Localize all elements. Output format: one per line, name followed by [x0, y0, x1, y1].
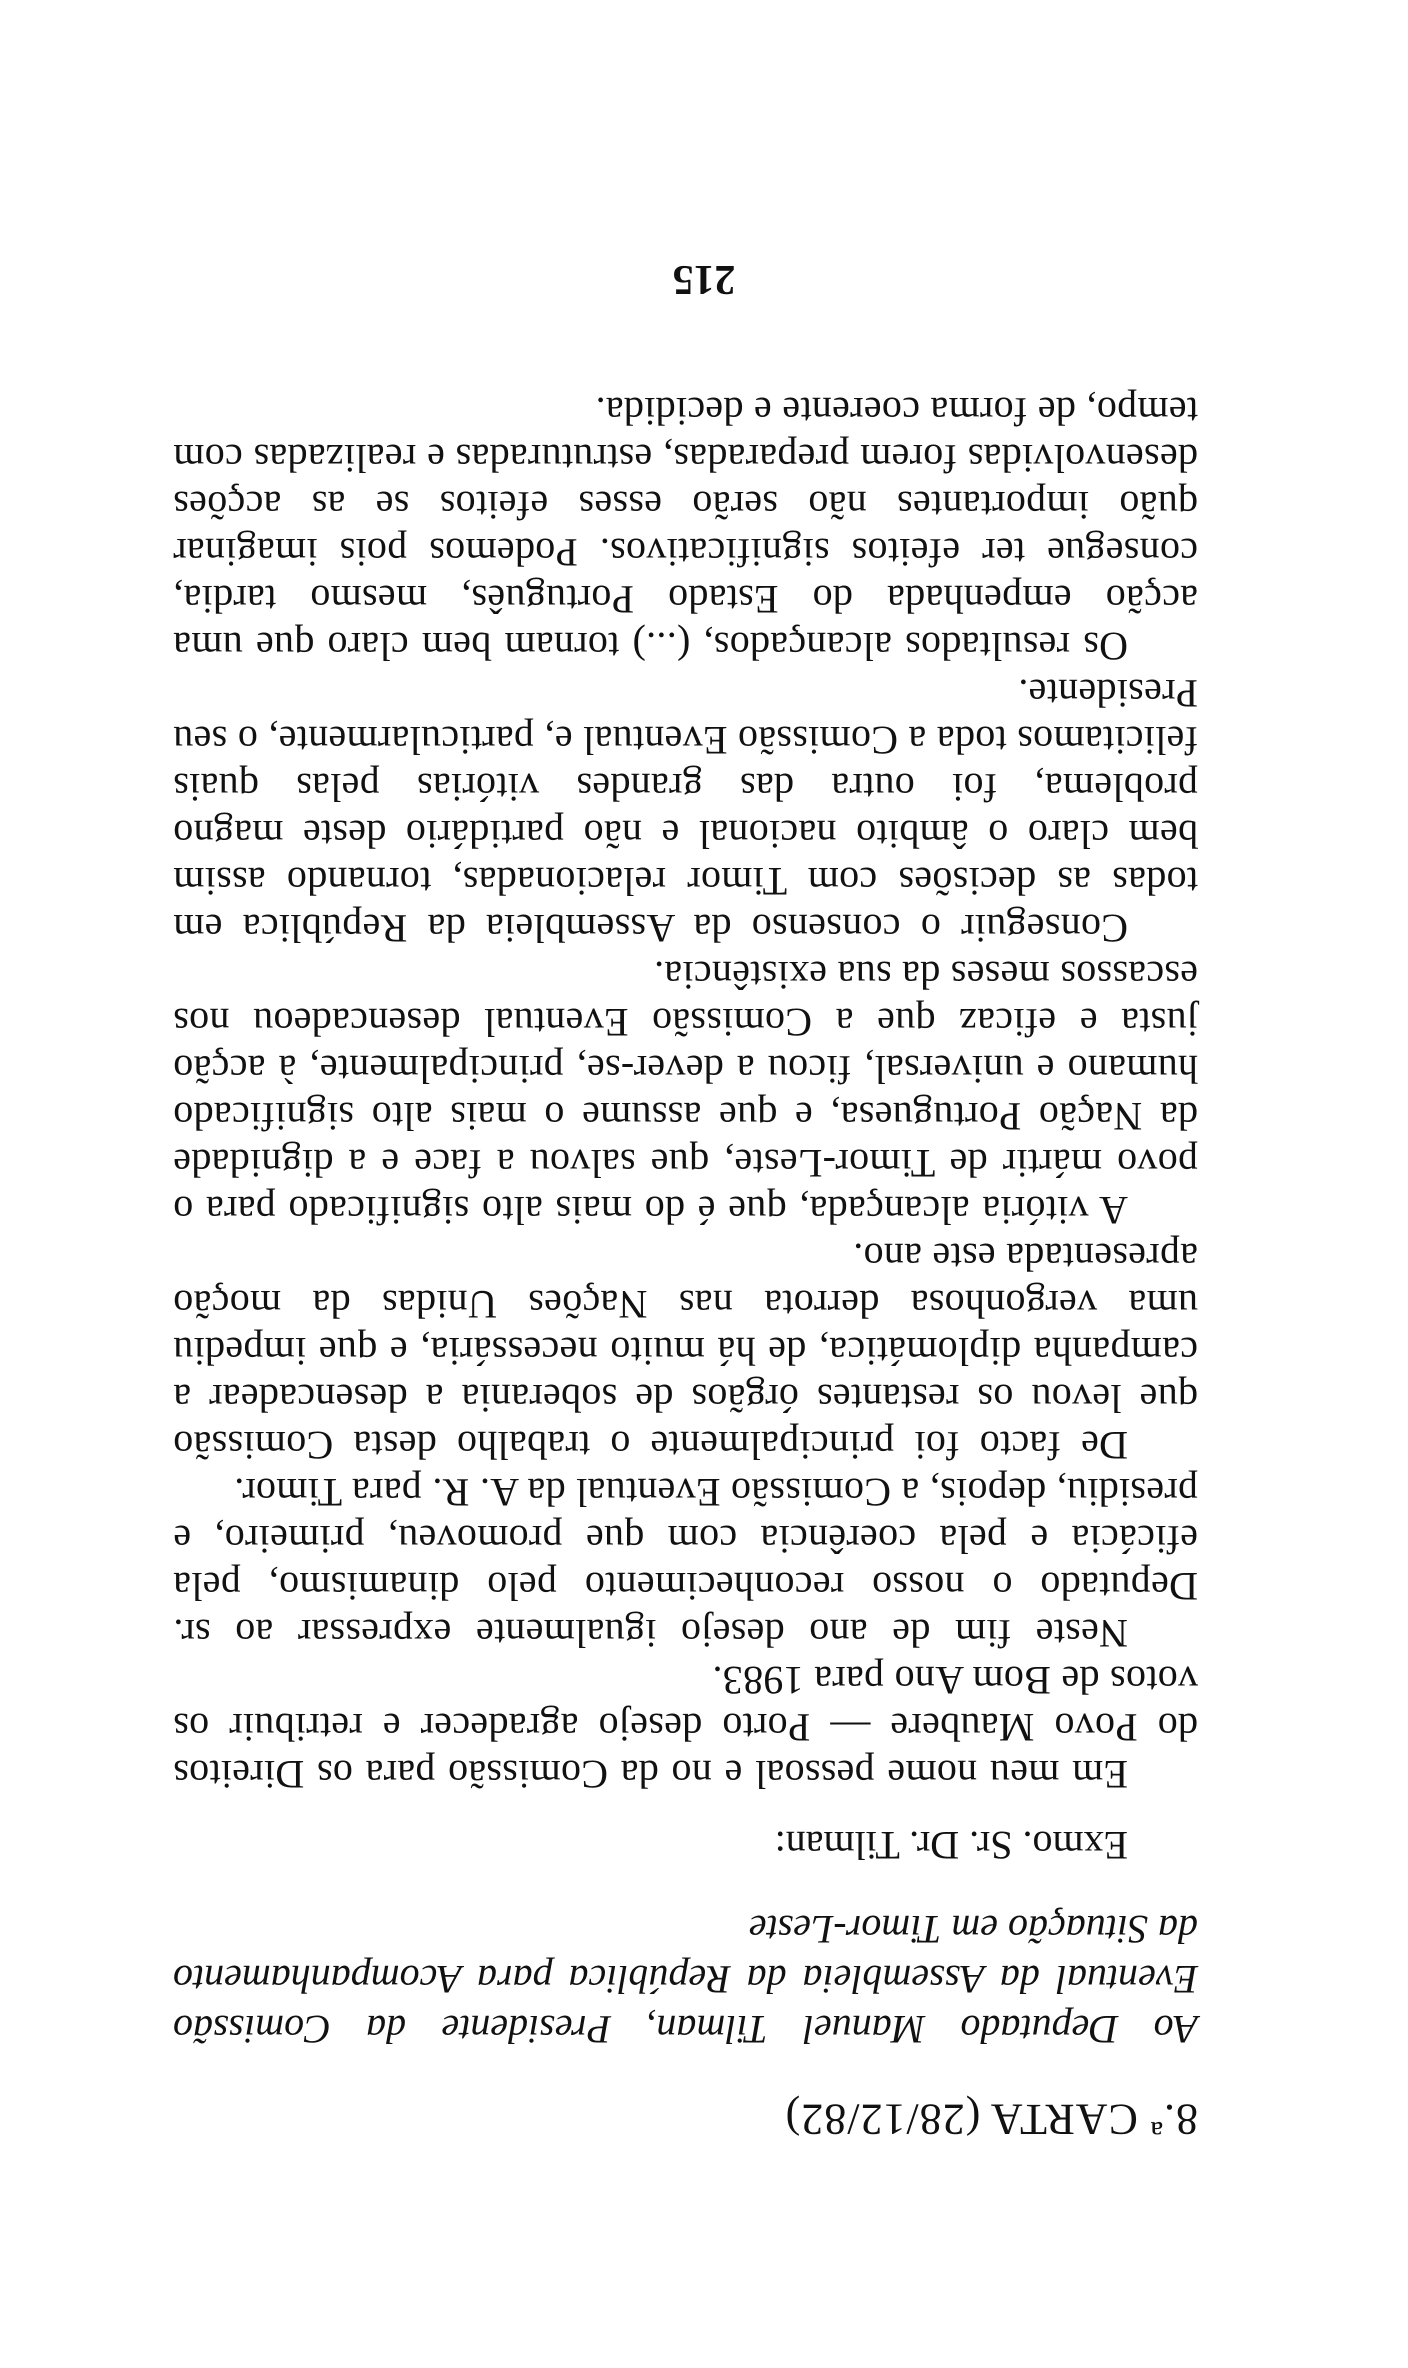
paragraph: De facto foi principalmente o trabalho desta Comissão que levou os restantes órgãos de soberania a desencadear a campanha diplomática, de há muito necessária, e que impediu uma vergonhosa derrota nas Nações Unidas da moção apresentada este ano. — [173, 1235, 1198, 1468]
paragraph: Em meu nome pessoal e no da Comissão para os Direitos do Povo Maubere — Porto desejo agradecer e retribuir os votos de Bom Ano para 1983. — [173, 1658, 1198, 1797]
letter-addressee: Ao Deputado Manuel Tilman, Presidente da Comissão Eventual da Assembleia da República para Acompanhamento da Situação em Timor-Leste — [173, 1907, 1198, 2052]
letter-heading: 8.ª CARTA (28/12/82) — [784, 2095, 1198, 2144]
paragraph: Conseguir o consenso da Assembleia da República em todas as decisões com Timor relacionadas, tornando assim bem claro o âmbito nacional e não partidário deste magno problema, foi outra das grandes vitórias pelas quais felicitamos toda a Comissão Eventual e, particularmente, o seu Presidente. — [173, 671, 1198, 951]
paragraph: Neste fim de ano desejo igualmente expressar ao sr. Deputado o nosso reconhecimento pelo dinamismo, pela eficácia e pela coerência com que promoveu, primeiro, e presidiu, depois, a Comissão Eventual da A. R. para Timor. — [173, 1470, 1198, 1656]
letter-salutation: Exmo. Sr. Dr. Tilman: — [774, 1823, 1128, 1868]
paragraph: A vitória alcançada, que é do mais alto significado para o povo mártir de Timor-Leste, que salvou a face e a dignidade da Nação Portuguesa, e que assume o mais alto significado humano e universal, ficou a dever-se, principalmente, à acção justa e eficaz que a Comissão Eventual desencadeou nos escassos meses da sua existência. — [173, 953, 1198, 1233]
page-number: 215 — [672, 256, 736, 302]
letter-body — [173, 388, 1198, 2146]
paragraph: Os resultados alcançados, (...) tornam bem claro que uma acção empenhada do Estado Português, mesmo tardia, consegue ter efeitos significativos. Podemos pois imaginar quão importantes não serão esses efeitos se as acções desenvolvidas forem preparadas, estruturadas e realizadas com tempo, de forma coerente e decidida. — [173, 389, 1198, 669]
